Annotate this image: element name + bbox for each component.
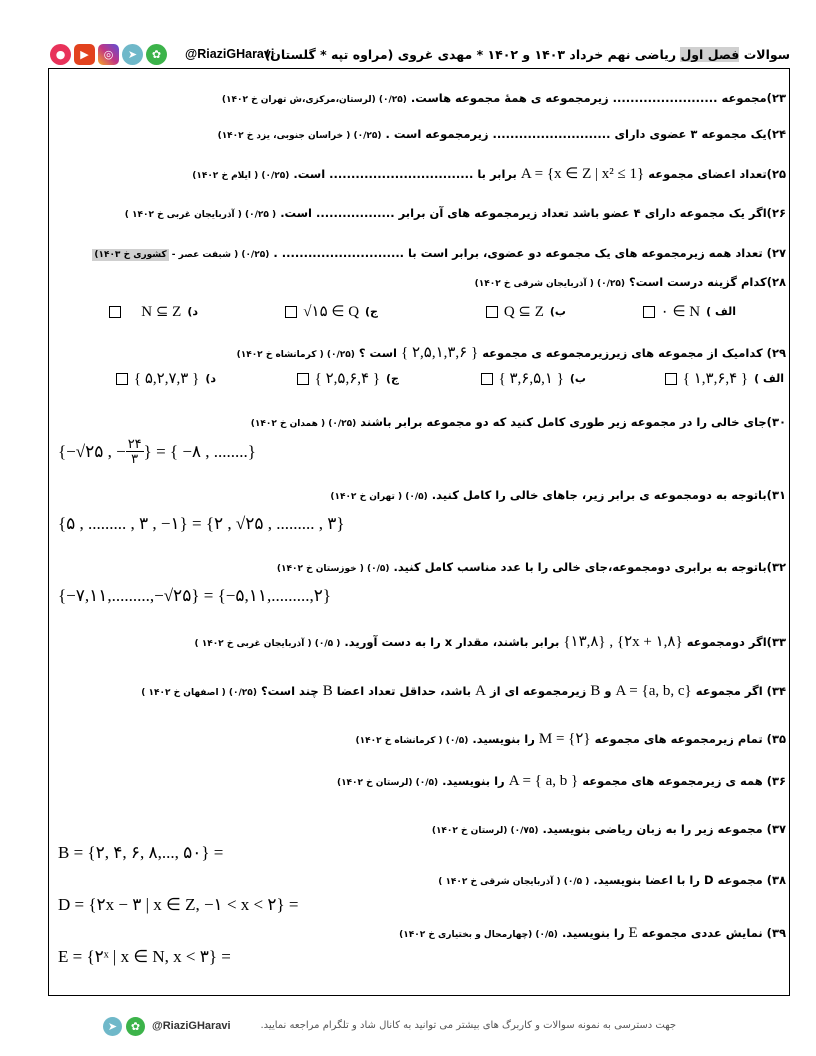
q28-option-d[interactable]: د) N ⊆ Z [109, 302, 198, 321]
telegram-icon[interactable]: ➤ [103, 1017, 122, 1036]
question-35: ۳۵) تمام زیرمجموعه های مجموعه M = {۲} را بنویسید. (۰/۵) ( کرمانشاه خ ۱۴۰۲) [355, 731, 786, 747]
checkbox[interactable] [109, 306, 121, 318]
eitaa-icon[interactable]: ✿ [126, 1017, 145, 1036]
question-25: ۲۵)تعداد اعضای مجموعه A = {x ∈ Z | x² ≤ 1} برابر با ................................. است. (۰/۲۵) ( ایلام خ ۱۴۰۲) [192, 166, 786, 182]
q31-equation: {۵ , ......... , ۳ , −۱} = {۲ , √۲۵ , ......... , ۳} [58, 514, 345, 533]
question-37: ۳۷) مجموعه زیر را به زبان ریاضی بنویسید. (۰/۷۵) (لرستان خ ۱۴۰۲) [431, 822, 786, 836]
fraction: ۲۴ ۳ [127, 436, 142, 466]
question-32: ۳۲)باتوجه به برابری دومجموعه،جای خالی را با عدد مناسب کامل کنید. (۰/۵) ( خوزستان خ ۱۴۰۲) [276, 560, 786, 574]
q37-equation: B = {۲, ۴, ۶, ۸,..., ۵۰} = [58, 843, 224, 862]
q28-option-c[interactable]: ج) √۱۵ ∈ Q [285, 302, 378, 321]
checkbox[interactable] [481, 373, 493, 385]
instagram-icon[interactable]: ◎ [98, 44, 119, 65]
q28-option-b[interactable]: ب) Q ⊆ Z [486, 302, 566, 321]
page-title: سوالات فصل اول ریاضی نهم خرداد ۱۴۰۳ و ۱۴۰۲ * مهدی غروی (مراوه تپه * گلستان) [264, 47, 790, 62]
question-23: ۲۳)مجموعه ........................ زیرمجموعه ی همهٔ مجموعه هاست. (۰/۲۵) (لرستان،مرکزی،ش تهران خ ۱۴۰۲) [221, 91, 786, 105]
q29-option-d[interactable]: د) { ۵,۲,۷,۳ } [116, 369, 216, 388]
podcast-icon[interactable]: ● [50, 44, 71, 65]
question-34: ۳۴) اگر مجموعه A = {a, b, c} و B زیرمجموعه ای از A باشد، حداقل تعداد اعضا B چند است؟ (۰/۲۵) ( اصفهان خ ۱۴۰۲ ) [141, 683, 786, 699]
q39-equation: E = {۲ˣ | x ∈ N, x < ۳} = [58, 947, 231, 966]
youtube-icon[interactable]: ▶ [74, 44, 95, 65]
question-36: ۳۶) همه ی زیرمجموعه های مجموعه A = { a, b } را بنویسید. (۰/۵) (لرستان خ ۱۴۰۲) [336, 773, 786, 789]
checkbox[interactable] [285, 306, 297, 318]
question-31: ۳۱)باتوجه به دومجموعه ی برابر زیر، جاهای خالی را کامل کنید. (۰/۵) ( تهران خ ۱۴۰۲) [330, 488, 786, 502]
footer-icons [103, 1017, 145, 1036]
checkbox[interactable] [116, 373, 128, 385]
social-icons [50, 44, 167, 65]
checkbox[interactable] [643, 306, 655, 318]
question-38: ۳۸) مجموعه D را با اعضا بنویسید. ( ۰/۵) ( آذربایجان شرقی خ ۱۴۰۲ ) [438, 873, 786, 887]
title-highlight: فصل اول [680, 47, 740, 62]
q29-option-a[interactable]: الف ) { ۱,۳,۶,۴ } [665, 369, 784, 388]
q30-equation: {−√۲۵ , − ۲۴ ۳ } = { −۸ , ........} [58, 436, 256, 466]
checkbox[interactable] [486, 306, 498, 318]
footer-handle[interactable]: @RiaziGHaravi [152, 1020, 231, 1032]
question-24: ۲۴)یک مجموعه ۳ عضوی دارای ........................... زیرمجموعه است . (۰/۲۵) ( خراسان جنوبی، یزد خ ۱۴۰۲) [217, 127, 786, 141]
header-handle[interactable]: @RiaziGHaravi [185, 47, 275, 61]
q29-option-c[interactable]: ج) { ۲,۵,۶,۴ } [297, 369, 399, 388]
question-27: ۲۷) تعداد همه زیرمجموعه های یک مجموعه دو عضوی، برابر است با ............................ . (۰/۲۵) ( شبفت عصر - کشوری خ ۱۴۰۳) [94, 246, 786, 260]
math-expression: A = {x ∈ Z | x² ≤ 1} [520, 166, 645, 182]
question-28: ۲۸)کدام گزینه درست است؟ (۰/۲۵) ( آذربایجان شرقی خ ۱۴۰۲) [474, 275, 786, 289]
question-33: ۳۳)اگر دومجموعه {۱۳,۸} , {۲x + ۱,۸} برابر باشند، مقدار x را به دست آورید. ( ۰/۵) ( آذربایجان غربی خ ۱۴۰۲ ) [194, 634, 786, 650]
question-39: ۳۹) نمایش عددی مجموعه E را بنویسید. (۰/۵) (چهارمحال و بختیاری خ ۱۴۰۲) [399, 925, 786, 941]
question-30: ۳۰)جای خالی را در مجموعه زیر طوری کامل کنید که دو مجموعه برابر باشند (۰/۲۵) ( همدان خ ۱۴۰۲) [250, 415, 786, 429]
eitaa-icon[interactable]: ✿ [146, 44, 167, 65]
question-26: ۲۶)اگر یک مجموعه دارای ۴ عضو باشد تعداد زیرمجموعه های آن برابر .................. است. ( ۰/۲۵) ( آذربایجان غربی خ ۱۴۰۲ ) [124, 206, 786, 220]
checkbox[interactable] [297, 373, 309, 385]
q28-option-a[interactable]: الف ) ۰ ∈ N [643, 302, 736, 321]
checkbox[interactable] [665, 373, 677, 385]
footer-text: جهت دسترسی به نمونه سوالات و کاربرگ های بیشتر می توانید به کانال شاد و تلگرام مراجعه نمایید. [260, 1020, 676, 1031]
telegram-icon[interactable]: ➤ [122, 44, 143, 65]
q29-option-b[interactable]: ب) { ۳,۶,۵,۱ } [481, 369, 586, 388]
q32-equation: {−۷,۱۱,.........,−√۲۵} = {−۵,۱۱,.........,۲} [58, 586, 331, 605]
q38-equation: D = {۲x − ۳ | x ∈ Z, −۱ < x < ۲} = [58, 895, 299, 914]
question-29: ۲۹) کدامیک از مجموعه های زیرزیرمجموعه ی مجموعه { ۲,۵,۱,۳,۶ } است ؟ (۰/۲۵) ( کرمانشاه خ ۱۴۰۲) [236, 345, 786, 361]
